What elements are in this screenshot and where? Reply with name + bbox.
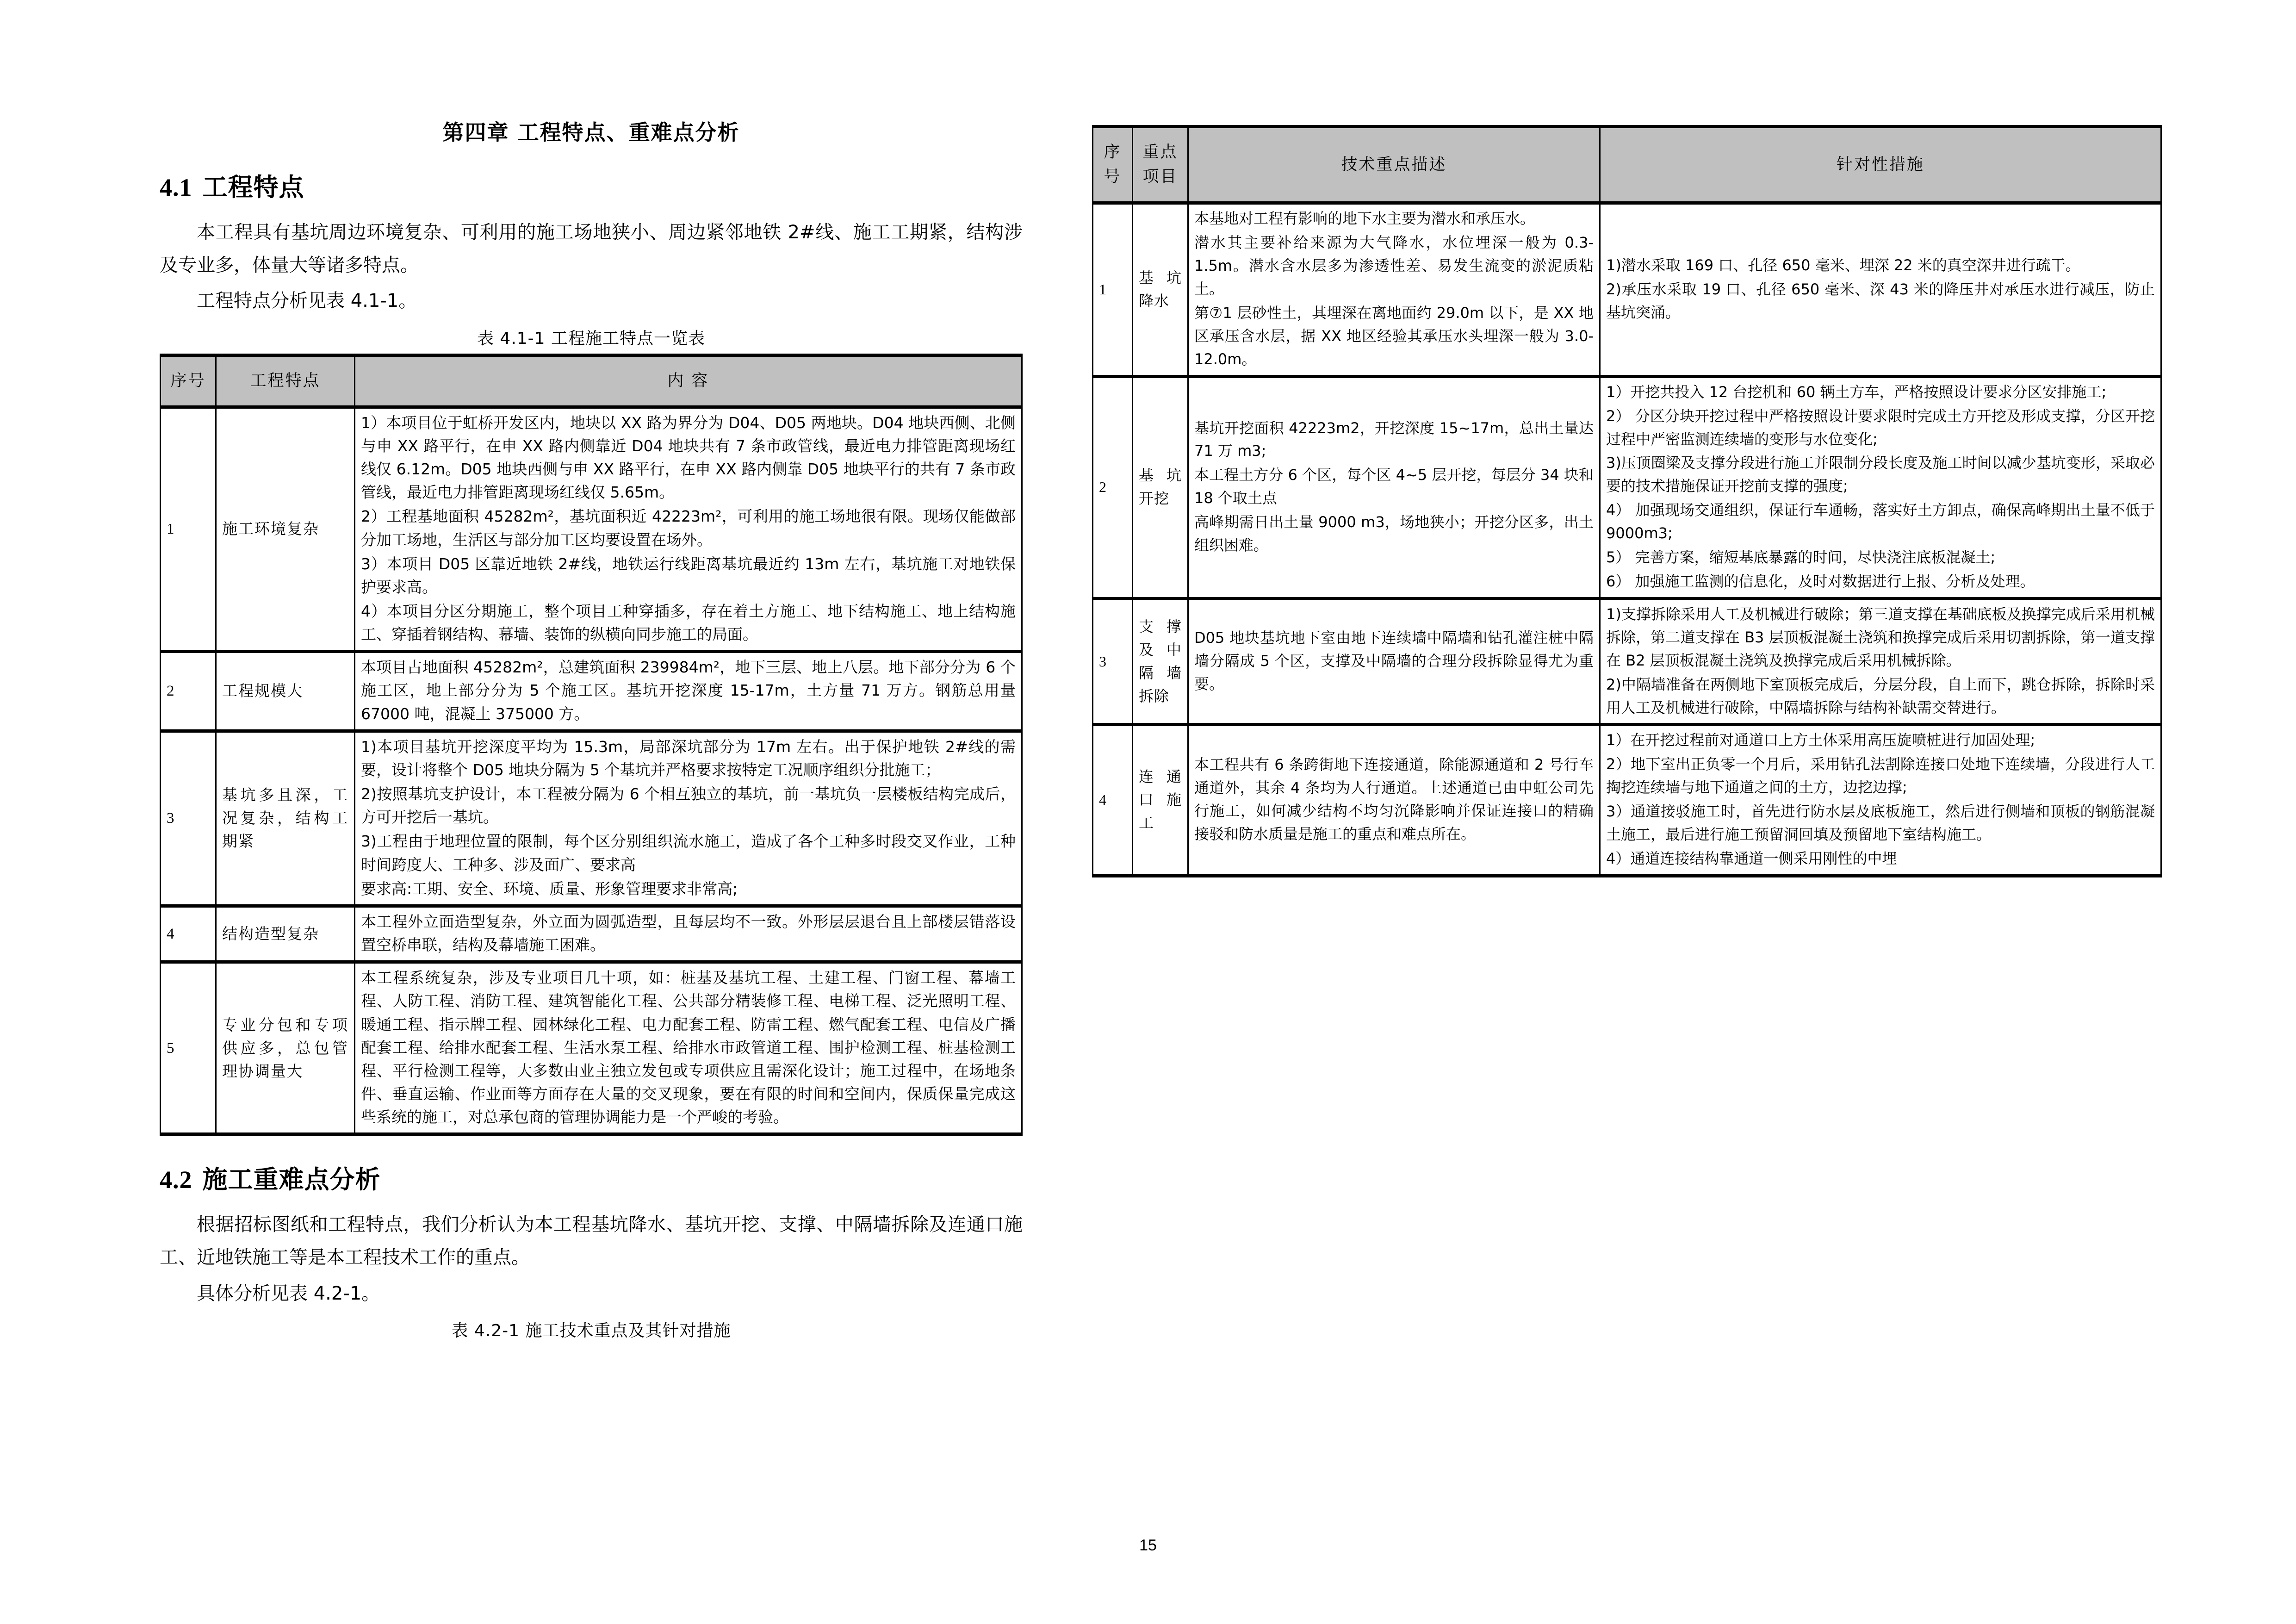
row-content — [355, 906, 1022, 962]
engineering-features-table — [160, 354, 1023, 1136]
content-line: 2）工程基地面积 45282m²，基坑面积近 42223m²，可利用的施工场地很有限。现场仅能做部分加工场地，生活区与部分加工区均要设置在场外。 — [361, 507, 1016, 549]
section-title-42: 施工重难点分析 — [202, 1165, 381, 1195]
measure-line: 5） 完善方案，缩短基底暴露的时间，尽快浇注底板混凝土; — [1606, 548, 1996, 566]
section-title-41: 工程特点 — [202, 173, 304, 202]
description-line: 高峰期需日出土量 9000 m3，场地狭小；开挖分区多，出土组织困难。 — [1194, 513, 1594, 554]
content-line: 要求高:工期、安全、环境、质量、形象管理要求非常高; — [361, 879, 738, 898]
table-42-header-description: 技术重点描述 — [1188, 127, 1600, 203]
table-row — [161, 407, 1022, 652]
measure-line: 1）在开挖过程前对通道口上方土体采用高压旋喷桩进行加固处理; — [1606, 731, 2035, 749]
technical-keypoints-table — [1092, 125, 2162, 877]
table-row — [161, 731, 1022, 906]
description-line: 本基地对工程有影响的地下水主要为潜水和承压水。 — [1194, 210, 1535, 228]
row-description — [1188, 203, 1600, 376]
table-42-header-row — [1093, 127, 2161, 203]
table-row — [161, 906, 1022, 962]
page-number: 15 — [1139, 1537, 1157, 1554]
row-description — [1188, 598, 1600, 725]
measure-line: 1）开挖共投入 12 台挖机和 60 辆土方车，严格按照设计要求分区安排施工; — [1606, 383, 2107, 401]
table-41-body — [161, 407, 1022, 1134]
table-row — [161, 652, 1022, 731]
description-line: 潜水其主要补给来源为大气降水，水位埋深一般为 0.3-1.5m。潜水含水层多为渗透性差、易发生流变的淤泥质粘土。 — [1194, 234, 1594, 298]
row-measures — [1600, 376, 2161, 598]
content-line: 3）本项目 D05 区靠近地铁 2#线，地铁运行线距离基坑最近约 13m 左右，基坑施工对地铁保护要求高。 — [361, 554, 1016, 596]
table-row — [1093, 203, 2161, 376]
description-line: 本工程土方分 6 个区，每个区 4~5 层开挖，每层分 34 块和 18 个取土点 — [1194, 466, 1594, 507]
table-row — [1093, 725, 2161, 876]
row-index: 2 — [161, 652, 216, 731]
description-line: 第⑦1 层砂性土，其埋深在离地面约 29.0m 以下，是 XX 地区承压含水层，据 XX 地区经验其承压水头埋深一般为 3.0-12.0m。 — [1194, 304, 1594, 368]
measure-line: 3）通道接驳施工时，首先进行防水层及底板施工，然后进行侧墙和顶板的钢筋混凝土施工，最后进行施工预留洞回填及预留地下室结构施工。 — [1606, 803, 2155, 844]
row-key-item: 连通口施工 — [1133, 725, 1188, 876]
row-index: 1 — [161, 407, 216, 652]
section-number-42: 4.2 — [160, 1166, 192, 1194]
section-41-paragraph-1: 本工程具有基坑周边环境复杂、可利用的施工场地狭小、周边紧邻地铁 2#线、施工工期紧，结构涉及专业多，体量大等诸多特点。 — [160, 222, 1023, 276]
measure-line: 1)支撑拆除采用人工及机械进行破除；第三道支撑在基础底板及换撑完成后采用机械拆除，第二道支撑在 B3 层顶板混凝土浇筑和换撑完成后采用切割拆除，第一道支撑在 B2 层顶板混凝土浇筑及换撑完成后采用机械拆除。 — [1606, 605, 2155, 669]
description-line: 基坑开挖面积 42223m2，开挖深度 15~17m，总出土量达 71 万 m3; — [1194, 419, 1594, 460]
row-feature: 结构造型复杂 — [216, 906, 355, 962]
table-41-header-index: 序号 — [161, 355, 216, 407]
content-line: 本工程外立面造型复杂，外立面为圆弧造型，且每层均不一致。外形层层退台且上部楼层错落设置空桥串联，结构及幕墙施工困难。 — [361, 912, 1016, 954]
row-index: 1 — [1093, 203, 1133, 376]
table-row — [161, 962, 1022, 1134]
row-content — [355, 731, 1022, 906]
table-42-header-index: 序号 — [1093, 127, 1133, 203]
measure-line: 4）通道连接结构靠通道一侧采用刚性的中埋 — [1606, 849, 1897, 867]
table-41-caption: 表 4.1-1 工程施工特点一览表 — [477, 329, 706, 348]
row-measures — [1600, 203, 2161, 376]
measure-line: 2)承压水采取 19 口、孔径 650 毫米、深 43 米的降压井对承压水进行减压，防止基坑突涌。 — [1606, 280, 2155, 321]
row-key-item: 基坑降水 — [1133, 203, 1188, 376]
row-content — [355, 407, 1022, 652]
content-line: 1)本项目基坑开挖深度平均为 15.3m，局部深坑部分为 17m 左右。出于保护地铁 2#线的需要，设计将整个 D05 地块分隔为 5 个基坑并严格要求按特定工况顺序组织分批施工； — [361, 737, 1016, 779]
section-heading-42 — [160, 1160, 1023, 1195]
row-feature: 专业分包和专项供应多，总包管理协调量大 — [216, 962, 355, 1134]
row-feature: 施工环境复杂 — [216, 407, 355, 652]
section-41-paragraph-2: 工程特点分析见表 4.1-1。 — [197, 290, 417, 312]
measure-line: 2） 分区分块开挖过程中严格按照设计要求限时完成土方开挖及形成支撑，分区开挖过程中严密监测连续墙的变形与水位变化; — [1606, 407, 2155, 448]
left-column — [0, 0, 1078, 1624]
measure-line: 2)中隔墙准备在两侧地下室顶板完成后，分层分段，自上而下，跳仓拆除，拆除时采用人工及机械进行破除，中隔墙拆除与结构补缺需交替进行。 — [1606, 675, 2155, 716]
row-index: 3 — [1093, 598, 1133, 725]
measure-line: 2）地下室出正负零一个月后，采用钻孔法割除连接口处地下连续墙，分段进行人工掏挖连续墙与地下通道之间的土方，边挖边撑; — [1606, 755, 2155, 796]
row-measures — [1600, 725, 2161, 876]
section-heading-41 — [160, 168, 1023, 203]
chapter-title: 第四章 工程特点、重难点分析 — [442, 120, 740, 145]
content-line: 4）本项目分区分期施工，整个项目工种穿插多，存在着土方施工、地下结构施工、地上结构施工、穿插着钢结构、幕墙、装饰的纵横向同步施工的局面。 — [361, 602, 1016, 644]
row-index: 5 — [161, 962, 216, 1134]
content-line: 3)工程由于地理位置的限制，每个区分别组织流水施工，造成了各个工种多时段交叉作业，工种时间跨度大、工种多、涉及面广、要求高 — [361, 832, 1016, 874]
row-index: 2 — [1093, 376, 1133, 598]
description-line: 本工程共有 6 条跨街地下连接通道，除能源通道和 2 号行车通道外，其余 4 条均为人行通道。上述通道已由申虹公司先行施工，如何减少结构不均匀沉降影响并保证连接口的精确接驳和防水质量是施工的重点和难点所在。 — [1194, 756, 1594, 843]
row-description — [1188, 725, 1600, 876]
row-index: 4 — [161, 906, 216, 962]
section-number-41: 4.1 — [160, 174, 192, 201]
measure-line: 1)潜水采取 169 口、孔径 650 毫米、埋深 22 米的真空深井进行疏干。 — [1606, 256, 2080, 274]
table-42-header-measures: 针对性措施 — [1600, 127, 2161, 203]
measure-line: 6） 加强施工监测的信息化，及时对数据进行上报、分析及处理。 — [1606, 572, 2035, 590]
description-line: D05 地块基坑地下室由地下连续墙中隔墙和钻孔灌注桩中隔墙分隔成 5 个区，支撑及中隔墙的合理分段拆除显得尤为重要。 — [1194, 628, 1594, 693]
table-row — [1093, 376, 2161, 598]
row-description — [1188, 376, 1600, 598]
row-key-item: 基坑开挖 — [1133, 376, 1188, 598]
row-key-item: 支撑及中隔墙拆除 — [1133, 598, 1188, 725]
table-41-header-feature: 工程特点 — [216, 355, 355, 407]
row-measures — [1600, 598, 2161, 725]
row-feature: 工程规模大 — [216, 652, 355, 731]
row-feature: 基坑多且深，工况复杂，结构工期紧 — [216, 731, 355, 906]
row-index: 3 — [161, 731, 216, 906]
table-row — [1093, 598, 2161, 725]
table-41-header-row — [161, 355, 1022, 407]
right-column — [1078, 0, 2296, 1624]
content-line: 2)按照基坑支护设计，本工程被分隔为 6 个相互独立的基坑，前一基坑负一层楼板结构完成后，方可开挖后一基坑。 — [361, 785, 1016, 827]
section-42-paragraph-2: 具体分析见表 4.2-1。 — [197, 1282, 380, 1304]
content-line: 本工程系统复杂，涉及专业项目几十项，如：桩基及基坑工程、土建工程、门窗工程、幕墙工程、人防工程、消防工程、建筑智能化工程、公共部分精装修工程、电梯工程、泛光照明工程、暖通工程、指示牌工程、园林绿化工程、电力配套工程、防雷工程、燃气配套工程、电信及广播配套工程、给排水配套工程、生活水泵工程、给排水市政管道工程、围护检测工程、桩基检测工程、平行检测工程等，大多数由业主独立发包或专项供应且需深化设计；施工过程中，在场地条件、垂直运输、作业面等方面存在大量的交叉现象，要在有限的时间和空间内，保质保量完成这些系统的施工，对总承包商的管理协调能力是一个严峻的考验。 — [361, 969, 1016, 1126]
measure-line: 3)压顶圈梁及支撑分段进行施工并限制分段长度及施工时间以减少基坑变形，采取必要的技术措施保证开挖前支撑的强度; — [1606, 454, 2155, 495]
content-line: 本项目占地面积 45282m²，总建筑面积 239984m²，地下三层、地上八层。地下部分分为 6 个施工区，地上部分分为 5 个施工区。基坑开挖深度 15-17m，土方量 71 万方。钢筋总用量 67000 吨，混凝土 375000 方。 — [361, 658, 1016, 723]
row-content — [355, 962, 1022, 1134]
table-42-body — [1093, 203, 2161, 876]
table-42-header-keyitem: 重点项目 — [1133, 127, 1188, 203]
row-index: 4 — [1093, 725, 1133, 876]
row-content — [355, 652, 1022, 731]
content-line: 1）本项目位于虹桥开发区内，地块以 XX 路为界分为 D04、D05 两地块。D04 地块西侧、北侧与申 XX 路平行，在申 XX 路内侧靠近 D04 地块共有 7 条市政管线，最近电力排管距离现场红线仅 6.12m。D05 地块西侧与申 XX 路平行，在申 XX 路内侧靠 D05 地块平行的共有 7 条市政管线，最近电力排管距离现场红线仅 5.65m。 — [361, 413, 1016, 502]
section-42-paragraph-1: 根据招标图纸和工程特点，我们分析认为本工程基坑降水、基坑开挖、支撑、中隔墙拆除及连通口施工、近地铁施工等是本工程技术工作的重点。 — [160, 1214, 1023, 1269]
table-42-caption: 表 4.2-1 施工技术重点及其针对措施 — [451, 1321, 731, 1340]
measure-line: 4） 加强现场交通组织，保证行车通畅，落实好土方卸点，确保高峰期出土量不低于 9000m3; — [1606, 501, 2155, 542]
table-41-header-content: 内 容 — [355, 355, 1022, 407]
